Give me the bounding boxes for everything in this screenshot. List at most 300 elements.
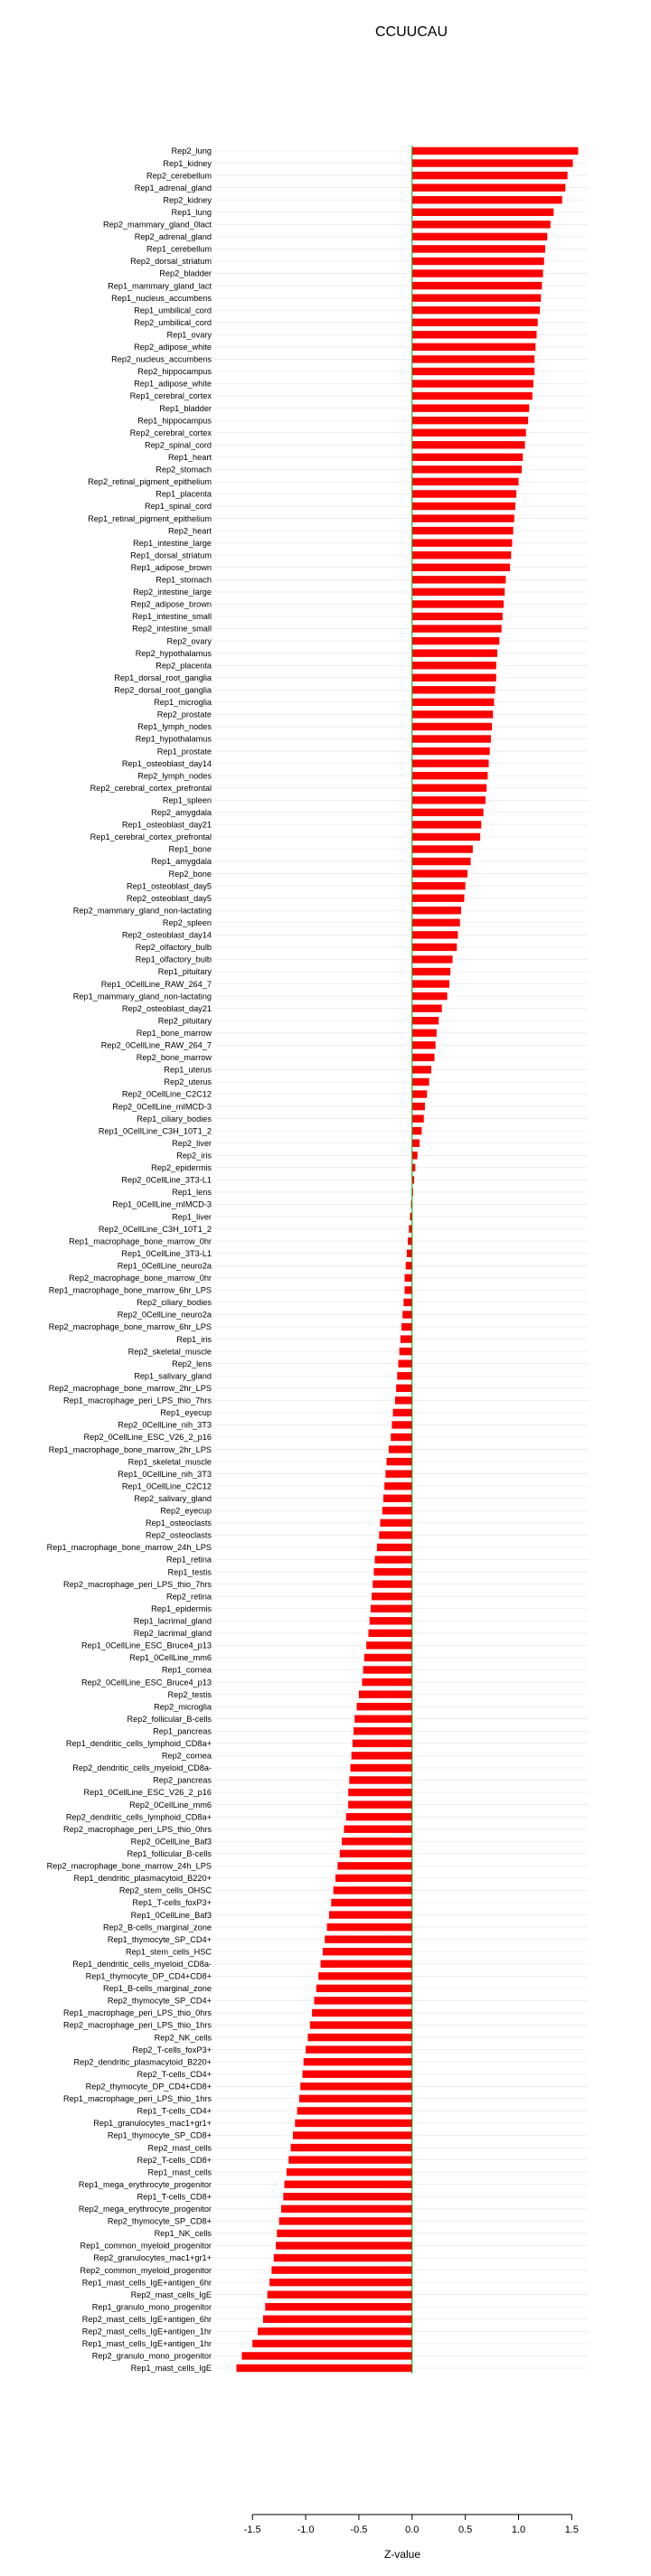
bar-label: Rep2_macrophage_bone_marrow_2hr_LPS (48, 1384, 212, 1394)
bar (412, 955, 453, 963)
bar-label: Rep1_mast_cells_IgE+antigen_1hr (81, 2339, 212, 2349)
bar (346, 1813, 412, 1820)
bar-label: Rep2_dorsal_root_ganglia (114, 685, 212, 695)
bar (370, 1617, 412, 1624)
bar (412, 490, 516, 497)
bar (285, 2181, 412, 2188)
bar (412, 172, 568, 179)
bar (279, 2217, 412, 2224)
bar-label: Rep2_cerebellum (146, 171, 212, 181)
bar-label: Rep1_intestine_small (132, 612, 212, 622)
bar-label: Rep1_thymocyte_SP_CD8+ (107, 2130, 212, 2140)
bar-label: Rep1_adipose_brown (130, 562, 212, 572)
bar-label: Rep1_0CellLine_ESC_V26_2_p16 (83, 1788, 212, 1798)
bar (389, 1445, 412, 1453)
bar-label: Rep2_nucleus_accumbens (111, 354, 212, 364)
bar-label: Rep2_prostate (156, 710, 212, 719)
bar (400, 1348, 412, 1355)
bar-label: Rep1_T-cells_CD8+ (137, 2192, 212, 2202)
bar (412, 503, 515, 510)
bar-label: Rep1_lens (172, 1188, 212, 1198)
bar (412, 183, 566, 191)
bar-label: Rep1_cerebral_cortex (129, 391, 212, 401)
bar (412, 539, 513, 546)
bar (237, 2364, 412, 2372)
bar-label: Rep2_epidermis (151, 1163, 212, 1173)
bar (412, 1164, 416, 1171)
bar (297, 2107, 412, 2114)
bar (405, 1274, 412, 1282)
bar-label: Rep1_0CellLine_3T3-L1 (121, 1248, 212, 1258)
bar-label: Rep1_uterus (164, 1065, 212, 1075)
bar-label: Rep1_thymocyte_DP_CD4+CD8+ (85, 1971, 212, 1981)
x-tick-label: 1.5 (564, 2524, 579, 2535)
bar-label: Rep1_macrophage_peri_LPS_thio_0hrs (63, 2008, 212, 2018)
bar-label: Rep1_mast_cells (147, 2167, 212, 2177)
bar-label: Rep1_granulo_mono_progenitor (91, 2302, 212, 2312)
bar (364, 1654, 412, 1661)
bar (412, 919, 460, 926)
bar-label: Rep2_B-cells_marginal_zone (102, 1923, 212, 1932)
bar-label: Rep2_adipose_brown (130, 599, 212, 609)
bar-label: Rep1_microglia (154, 698, 212, 708)
bar (412, 576, 506, 583)
bar (337, 1862, 411, 1869)
bar-label: Rep2_pancreas (153, 1775, 212, 1785)
bar (412, 882, 466, 889)
bar-label: Rep1_adipose_white (134, 379, 212, 389)
bar (274, 2254, 412, 2261)
bar-label: Rep2_0CellLine_Baf3 (130, 1837, 212, 1847)
bar-label: Rep2_lymph_nodes (137, 771, 212, 781)
bar-label: Rep2_dendritic_plasmacytoid_B220+ (73, 2057, 212, 2067)
bar-label: Rep2_0CellLine_mm6 (129, 1800, 212, 1810)
bar-label: Rep2_bladder (159, 268, 212, 278)
bar-label: Rep2_hippocampus (137, 367, 212, 377)
bar (287, 2168, 412, 2176)
bar-label: Rep1_prostate (156, 747, 212, 757)
bar-label: Rep1_0CellLine_RAW_264_7 (100, 979, 212, 989)
bar (412, 196, 562, 203)
bar (357, 1703, 412, 1710)
bar-label: Rep2_ciliary_bodies (137, 1298, 212, 1308)
bar (265, 2303, 411, 2310)
bar (412, 625, 502, 632)
bar (405, 1286, 412, 1293)
bar (379, 1531, 411, 1538)
bar-label: Rep1_lymph_nodes (137, 722, 212, 732)
bar-label: Rep1_follicular_B-cells (127, 1848, 212, 1858)
bar-label: Rep2_stomach (156, 465, 212, 475)
bar (334, 1886, 412, 1894)
bar (391, 1434, 412, 1441)
bar (258, 2327, 412, 2335)
bar (412, 747, 490, 755)
bar-label: Rep2_bone (168, 869, 212, 879)
bar (412, 686, 495, 693)
bar (329, 1911, 412, 1918)
bar-label: Rep1_ciliary_bodies (137, 1114, 212, 1123)
x-axis-title: Z-value (383, 2548, 421, 2561)
bar (412, 159, 573, 166)
bar-label: Rep1_0CellLine_C2C12 (121, 1481, 212, 1491)
bar-label: Rep2_iris (176, 1151, 212, 1161)
bar (277, 2230, 411, 2237)
bar (412, 1029, 437, 1037)
bar (373, 1568, 411, 1575)
bar-label: Rep2_cerebral_cortex (129, 428, 212, 437)
bar-label: Rep2_granulocytes_mac1+gr1+ (93, 2253, 212, 2263)
bar (412, 796, 486, 804)
bar (407, 1250, 412, 1257)
bar-label: Rep1_cornea (161, 1665, 212, 1675)
bar-label: Rep2_macrophage_peri_LPS_thio_0hrs (63, 1824, 212, 1834)
bar (372, 1593, 412, 1600)
bar (325, 1935, 412, 1942)
bar (385, 1470, 411, 1477)
bar-label: Rep1_iris (176, 1334, 212, 1344)
bar-label: Rep2_macrophage_peri_LPS_thio_1hrs (63, 2020, 212, 2030)
bar (412, 845, 473, 852)
bar-label: Rep1_osteoblast_day14 (121, 758, 212, 768)
bar-label: Rep2_0CellLine_C2C12 (121, 1089, 212, 1099)
bar-label: Rep2_0CellLine_mIMCD-3 (112, 1102, 212, 1112)
bar (412, 1078, 429, 1086)
bar-label: Rep2_dorsal_striatum (130, 257, 212, 267)
bar (412, 233, 547, 240)
bar-label: Rep1_0CellLine_mm6 (129, 1653, 212, 1663)
bar-label: Rep2_0CellLine_nih_3T3 (118, 1420, 212, 1430)
bar (412, 895, 465, 902)
bar-label: Rep2_umbilical_cord (134, 317, 212, 327)
bar (412, 944, 457, 951)
bar (412, 907, 461, 914)
bar (353, 1740, 412, 1747)
bar-label: Rep2_liver (172, 1138, 212, 1148)
bar-label: Rep2_dendritic_cells_myeloid_CD8a- (72, 1763, 212, 1773)
bar-label: Rep1_olfactory_bulb (135, 954, 212, 964)
bar (412, 343, 536, 351)
bar-label: Rep2_olfactory_bulb (135, 943, 212, 953)
bar (283, 2193, 411, 2200)
bar-label: Rep2_mast_cells_IgE+antigen_6hr (81, 2314, 212, 2324)
bar (412, 662, 496, 669)
bar-label: Rep2_T-cells_CD4+ (137, 2069, 212, 2079)
bar-label: Rep2_hypothalamus (135, 648, 212, 658)
bar (412, 699, 495, 706)
bar-label: Rep2_T-cells_foxP3+ (132, 2045, 212, 2054)
bar-label: Rep2_NK_cells (154, 2033, 212, 2043)
bar-label: Rep2_salivary_gland (134, 1493, 212, 1503)
bar-label: Rep1_0CellLine_mIMCD-3 (112, 1199, 212, 1209)
bar-label: Rep2_spleen (162, 918, 212, 928)
bar (375, 1556, 412, 1563)
bar-label: Rep1_umbilical_cord (134, 306, 212, 315)
bar (412, 147, 579, 155)
bar (412, 809, 484, 816)
bar-label: Rep1_T-cells_foxP3+ (132, 1898, 212, 1908)
bar (307, 2034, 411, 2041)
bar (412, 380, 533, 387)
bar-label: Rep1_kidney (163, 158, 212, 168)
bar (271, 2266, 411, 2273)
bar (377, 1544, 412, 1551)
bar-label: Rep1_osteoblast_day21 (121, 820, 212, 830)
bar-label: Rep2_0CellLine_ESC_V26_2_p16 (83, 1433, 212, 1443)
bar (408, 1237, 412, 1245)
bar-label: Rep1_retinal_pigment_epithelium (88, 513, 212, 523)
bar (342, 1838, 412, 1845)
bar-label: Rep2_skeletal_muscle (127, 1347, 212, 1357)
bar (412, 269, 543, 277)
bar-label: Rep1_mammary_gland_lact (108, 281, 212, 291)
bar (349, 1776, 411, 1783)
bar-label: Rep1_spinal_cord (144, 502, 212, 512)
bar (412, 1004, 442, 1011)
bar-label: Rep1_retina (165, 1555, 212, 1565)
bar-label: Rep1_dendritic_cells_myeloid_CD8a- (72, 1959, 212, 1969)
bar-label: Rep2_uterus (164, 1077, 212, 1087)
bar (397, 1372, 411, 1379)
bar (412, 319, 538, 326)
bar (350, 1764, 411, 1772)
bar (268, 2290, 412, 2298)
bar-label: Rep1_epidermis (151, 1603, 212, 1613)
bar-label: Rep1_skeletal_muscle (127, 1457, 212, 1467)
bar-label: Rep1_mast_cells_IgE+antigen_6hr (81, 2278, 212, 2288)
bar (276, 2242, 412, 2249)
bar-label: Rep2_0CellLine_ESC_Bruce4_p13 (80, 1678, 212, 1688)
bar-label: Rep2_mammary_gland_non-lactating (72, 906, 212, 916)
bar-label: Rep1_macrophage_peri_LPS_thio_1hrs (63, 2094, 212, 2104)
bar (303, 2071, 412, 2078)
bar (396, 1385, 412, 1392)
bar (323, 1948, 412, 1955)
bar (412, 1090, 427, 1097)
bar (412, 649, 497, 656)
bar-label: Rep1_stomach (156, 575, 212, 585)
bar-label: Rep1_lacrimal_gland (133, 1616, 212, 1626)
bar (314, 1997, 411, 2004)
bar-label: Rep2_microglia (154, 1702, 212, 1712)
bar-label: Rep2_heart (167, 526, 212, 536)
bar (412, 392, 533, 400)
bar (291, 2144, 412, 2151)
bar (344, 1825, 411, 1832)
bar-label: Rep2_placenta (156, 661, 212, 671)
bar-label: Rep1_mammary_gland_non-lactating (72, 992, 212, 1001)
bar-label: Rep1_T-cells_CD4+ (137, 2106, 212, 2116)
bar-label: Rep2_pituitary (157, 1016, 212, 1026)
bar-label: Rep1_dendritic_plasmacytoid_B220+ (73, 1874, 212, 1884)
bar (412, 1114, 424, 1122)
bar (373, 1580, 412, 1587)
bar (359, 1690, 412, 1697)
bar (299, 2095, 412, 2102)
bar (263, 2316, 412, 2323)
bar-label: Rep1_macrophage_bone_marrow_24h_LPS (46, 1543, 212, 1553)
bar-label: Rep1_bone (168, 844, 212, 854)
bar-label: Rep1_B-cells_marginal_zone (102, 1984, 212, 1994)
bar-label: Rep1_cerebellum (146, 244, 212, 254)
bar (412, 1103, 425, 1110)
bar (412, 417, 528, 424)
bar-labels (47, 146, 212, 2373)
bar-label: Rep2_0CellLine_C3H_10T1_2 (98, 1224, 212, 1234)
bar (412, 992, 448, 1000)
bar-label: Rep2_osteoblast_day14 (121, 930, 212, 940)
bar (412, 258, 544, 265)
bar (393, 1409, 412, 1416)
bar (412, 674, 496, 682)
bar-label: Rep2_dendritic_cells_lymphoid_CD8a+ (65, 1812, 212, 1822)
bar (384, 1482, 412, 1490)
bar (412, 221, 551, 228)
bar (354, 1716, 412, 1723)
bar (412, 404, 529, 411)
bar (412, 294, 541, 301)
bar (380, 1519, 411, 1527)
x-tick-label: 0.0 (405, 2524, 420, 2535)
bar (398, 1359, 411, 1367)
bar (293, 2131, 412, 2139)
bar-label: Rep2_eyecup (160, 1506, 212, 1516)
bar (412, 858, 471, 865)
bar (310, 2021, 412, 2028)
bar-label: Rep1_ovary (166, 330, 212, 340)
bar-label: Rep1_hippocampus (137, 416, 212, 426)
bar-label: Rep1_0CellLine_Baf3 (130, 1910, 212, 1920)
bar (412, 245, 545, 252)
bar (412, 785, 486, 792)
bar (288, 2156, 412, 2163)
bar (412, 514, 514, 522)
bar (412, 980, 449, 987)
bar (366, 1641, 412, 1649)
x-tick-label: -1.0 (297, 2524, 315, 2535)
bar (363, 1666, 412, 1673)
bar-label: Rep2_cerebral_cortex_prefrontal (90, 783, 212, 793)
bar (412, 368, 534, 375)
bar-label: Rep2_adrenal_gland (134, 232, 212, 242)
bar-label: Rep1_osteoclasts (145, 1518, 212, 1528)
bar (412, 465, 522, 473)
bar-label: Rep1_cerebral_cortex_prefrontal (90, 832, 212, 842)
bar-label: Rep2_kidney (163, 195, 212, 205)
bar (327, 1923, 412, 1931)
bar-label: Rep2_mast_cells_IgE+antigen_1hr (81, 2327, 212, 2336)
bar-label: Rep1_heart (167, 453, 212, 463)
bar-label: Rep2_stem_cells_OHSC (118, 1885, 212, 1895)
bar-label: Rep1_hypothalamus (135, 734, 212, 744)
bar-label: Rep1_0CellLine_neuro2a (117, 1261, 212, 1271)
x-tick-label: 1.0 (511, 2524, 526, 2535)
bar-label: Rep2_bone_marrow (136, 1053, 212, 1063)
bar (412, 1041, 436, 1048)
bar (395, 1396, 412, 1404)
bar-label: Rep2_macrophage_bone_marrow_0hr (69, 1274, 212, 1283)
bar (300, 2082, 412, 2090)
bar-label: Rep1_macrophage_peri_LPS_thio_7hrs (63, 1396, 212, 1406)
bar (406, 1262, 412, 1269)
bar-label: Rep2_thymocyte_DP_CD4+CD8+ (85, 2082, 212, 2092)
bar (412, 968, 450, 975)
bar-label: Rep2_granulo_mono_progenitor (91, 2351, 212, 2361)
bar (335, 1875, 412, 1882)
bar (412, 527, 514, 534)
bar (312, 2009, 412, 2017)
bar (412, 429, 526, 437)
bar-label: Rep1_placenta (156, 489, 212, 499)
bar-label: Rep2_adipose_white (134, 343, 212, 353)
bar-label: Rep2_lens (172, 1359, 212, 1368)
bar (348, 1800, 412, 1808)
bar-label: Rep2_thymocyte_SP_CD4+ (107, 1996, 212, 2006)
bar (412, 870, 467, 877)
bar-label: Rep1_0CellLine_nih_3T3 (118, 1469, 212, 1479)
bar-label: Rep2_ovary (166, 636, 212, 646)
bar (354, 1727, 412, 1735)
bar (412, 735, 491, 742)
bar-label: Rep1_0CellLine_C3H_10T1_2 (98, 1126, 212, 1136)
bar (340, 1850, 412, 1857)
bar (412, 931, 458, 938)
bar-label: Rep2_osteoclasts (145, 1530, 212, 1540)
bar-label: Rep1_macrophage_bone_marrow_6hr_LPS (48, 1285, 212, 1295)
bar (412, 613, 503, 620)
bar (412, 441, 525, 448)
bar-label: Rep1_eyecup (160, 1408, 212, 1418)
bar (412, 723, 492, 730)
bar-label: Rep1_macrophage_bone_marrow_2hr_LPS (48, 1444, 212, 1454)
bar-label: Rep1_dorsal_striatum (130, 550, 212, 560)
bar-label: Rep1_common_myeloid_progenitor (80, 2241, 212, 2251)
bar-label: Rep1_amygdala (151, 857, 212, 867)
bar-label: Rep2_cornea (161, 1751, 212, 1761)
bar-label: Rep1_nucleus_accumbens (111, 293, 212, 303)
bar (371, 1605, 412, 1612)
bar (252, 2340, 412, 2347)
bar-label: Rep1_pancreas (153, 1726, 212, 1736)
bar-label: Rep2_spinal_cord (144, 440, 212, 450)
bar-label: Rep1_stem_cells_HSC (126, 1947, 212, 1957)
bar-label: Rep1_pituitary (157, 967, 212, 977)
bar (362, 1678, 411, 1686)
bars (237, 147, 579, 2372)
x-tick-label: 0.5 (458, 2524, 473, 2535)
bar-label: Rep2_osteoblast_day21 (121, 1003, 212, 1013)
bar-label: Rep1_testis (167, 1567, 212, 1577)
bar-label: Rep1_bone_marrow (136, 1028, 212, 1038)
bar (412, 588, 505, 596)
bar (383, 1495, 412, 1502)
bar-label: Rep1_NK_cells (154, 2229, 212, 2239)
bar-label: Rep1_0CellLine_ESC_Bruce4_p13 (80, 1641, 212, 1650)
bar-label: Rep2_mast_cells (147, 2143, 212, 2153)
bar (402, 1311, 412, 1318)
bar (412, 772, 488, 779)
bar-label: Rep1_salivary_gland (134, 1371, 212, 1381)
bar (412, 1054, 435, 1061)
bar-label: Rep2_mammary_gland_0lact (102, 220, 212, 230)
bar-label: Rep2_0CellLine_neuro2a (117, 1310, 212, 1320)
bar-label: Rep2_T-cells_CD8+ (137, 2155, 212, 2165)
bar (412, 637, 500, 644)
bar (304, 2058, 412, 2065)
bar (412, 1127, 422, 1134)
bar-label: Rep2_mega_erythrocyte_progenitor (78, 2205, 212, 2214)
bar (412, 564, 510, 571)
